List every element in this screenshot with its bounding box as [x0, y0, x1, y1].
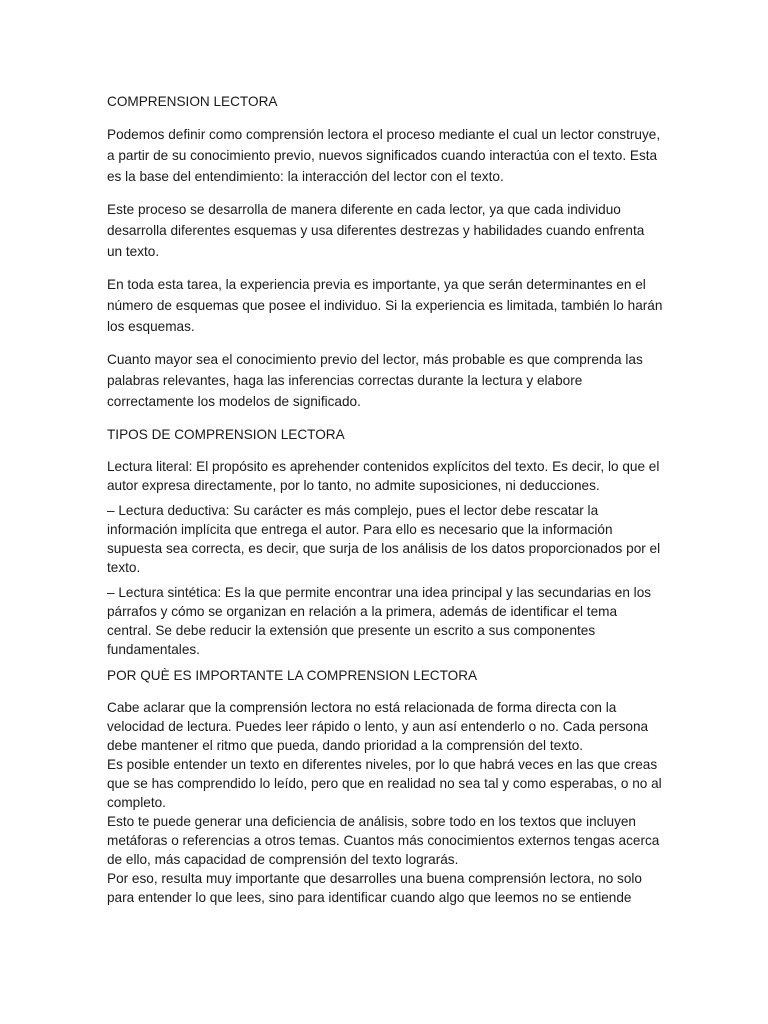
document-title: COMPRENSION LECTORA [107, 94, 278, 109]
importance-paragraph-3: Esto te puede generar una deficiencia de análisis, sobre todo en los textos que incluyen metáforas o referencias a otros temas. Cuantos más conocimientos externos tengas acerca de ello, más capacidad de comprensión del texto lograrás. [107, 814, 660, 867]
intro-paragraph-1: Podemos definir como comprensión lectora el proceso mediante el cual un lector construye, a partir de su conocimiento previo, nuevos significados cuando interactúa con el texto. Esta es la base del entendimiento: la interacción del lector con el texto. [107, 127, 661, 184]
importance-paragraph-1: Cabe aclarar que la comprensión lectora no está relacionada de forma directa con la velocidad de lectura. Puedes leer rápido o lento, y aun así entenderlo o no. Cada persona debe mantener el ritmo que pueda, dando prioridad a la comprensión del texto. [107, 700, 649, 753]
importance-paragraph-4: Por eso, resulta muy importante que desarrolles una buena comprensión lectora, no solo para entender lo que lees, sino para identificar cuando algo que leemos no se entiende [107, 871, 642, 905]
intro-paragraph-3: En toda esta tarea, la experiencia previa es importante, ya que serán determinantes en el número de esquemas que posee el individuo. Si la experiencia es limitada, también lo harán los esquemas. [107, 277, 663, 334]
type-deductive-paragraph: – Lectura deductiva: Su carácter es más complejo, pues el lector debe rescatar la información implícita que entrega el autor. Para ello es necesario que la información supuesta sea correcta, es decir, que surja de los análisis de los datos proporcionados por el texto. [107, 503, 661, 575]
types-heading: TIPOS DE COMPRENSION LECTORA [107, 427, 345, 442]
intro-paragraph-4: Cuanto mayor sea el conocimiento previo del lector, más probable es que comprenda las palabras relevantes, haga las inferencias correctas durante la lectura y elabore correctamente los modelos de significado. [107, 352, 643, 409]
importance-paragraph-2: Es posible entender un texto en diferentes niveles, por lo que habrá veces en las que creas que se has comprendido lo leído, pero que en realidad no sea tal y como esperabas, o no al completo. [107, 757, 662, 810]
intro-paragraph-2: Este proceso se desarrolla de manera diferente en cada lector, ya que cada individuo desarrolla diferentes esquemas y usa diferentes destrezas y habilidades cuando enfrenta un texto. [107, 202, 645, 259]
importance-heading: POR QUÈ ES IMPORTANTE LA COMPRENSION LECTORA [107, 668, 478, 683]
document-body [107, 91, 663, 907]
type-literal-paragraph: Lectura literal: El propósito es aprehender contenidos explícitos del texto. Es decir, lo que el autor expresa directamente, por lo tanto, no admite suposiciones, ni deducciones. [107, 459, 660, 493]
type-synthetic-paragraph: – Lectura sintética: Es la que permite encontrar una idea principal y las secundarias en los párrafos y cómo se organizan en relación a la primera, además de identificar el tema central. Se debe reducir la extensión que presente un escrito a sus componentes fundamentales. [107, 585, 652, 657]
